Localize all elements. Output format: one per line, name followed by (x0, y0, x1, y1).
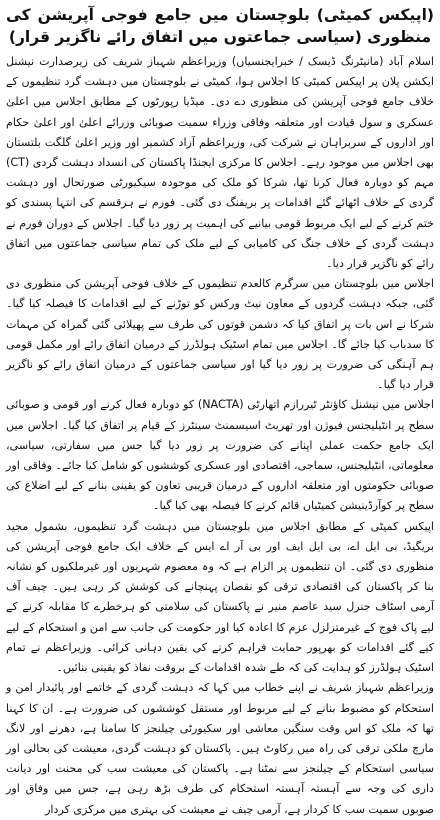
article-paragraph: اپیکس کمیٹی کے مطابق اجلاس میں بلوچستان میں دہشت گرد تنظیموں، بشمول مجید بریگیڈ، بی ایل اے، بی ایل ایف اور بی آر اے ایس کے خلاف ایک جامع فوجی آپریشن کی منظوری دی گئی۔ ان تنظیموں پر الزام ہے کہ وہ معصوم شہریوں اور غیرملکیوں کو نشانہ بنا کر پاکستان کی اقتصادی ترقی کو نقصان پہنچانے کی کوشش کر رہی ہیں۔ چیف آف آرمی اسٹاف جنرل سید عاصم منیر نے پاکستان کی سلامتی کو ہرخطرے کا مقابلہ کرنے کے لیے پاک فوج کے غیرمتزلزل عزم کا اعادہ کیا اور حکومت کی جانب سے امن و استحکام کے لیے کیے گئے اقدامات کو بھرپور حمایت فراہم کرنے کی یقین دہانی کرائی۔ وزیراعظم نے تمام اسٹیک ہولڈرز کو ہدایت کی کہ طے شدہ اقدامات کے بروقت نفاذ کو یقینی بنائیں۔ (6, 519, 434, 675)
article-paragraph: اجلاس میں بلوچستان میں سرگرم کالعدم تنظیموں کے خلاف فوجی آپریشن کی منظوری دی گئی، جبکہ دہشت گردوں کے معاون نیٹ ورکس کو توڑنے کے لیے اقدامات کا فیصلہ کیا گیا۔ شرکا نے اس بات پر اتفاق کیا کہ دشمن قوتوں کی طرف سے پھیلائی گئی گمراہ کن مہمات کا سدباب کیا جائے گا۔ اجلاس میں تمام اسٹیک ہولڈرز کے درمیان اتفاق رائے اور مکمل قومی ہم آہنگی کی ضرورت پر زور دیا گیا اور سیاسی جماعتوں کے درمیان اتفاق رائے کو ناگزیر قرار دیا گیا۔ (6, 277, 434, 392)
article-headline: (اپیکس کمیٹی) بلوچستان میں جامع فوجی آپریشن کی منظوری (سیاسی جماعتوں میں اتفاق رائے ناگزیر قرار) (6, 6, 434, 46)
article-paragraph: اجلاس میں نیشنل کاؤنٹر ٹیررازم اتھارٹی (NACTA) کو دوبارہ فعال کرنے اور قومی و صوبائی سطح پر انٹیلیجنس فیوژن اور تھریٹ اسیسمنٹ سینٹرز کے قیام پر اتفاق کیا گیا۔ اجلاس میں ایک جامع حکمت عملی اپنانے کی ضرورت پر زور دیا گیا جس میں سفارتی، سیاسی، معلوماتی، انٹیلیجنس، سماجی، اقتصادی اور عسکری کوششوں کو شامل کیا جائے۔ وفاقی اور صوبائی حکومتوں اور متعلقہ اداروں کے درمیان قریبی تعاون کو یقینی بنانے کے لیے اضلاع کی سطح پر کوآرڈینیشن کمیٹیاں قائم کرنے کا فیصلہ بھی کیا گیا۔ (6, 398, 434, 513)
article-body (6, 52, 434, 820)
article-paragraph: وزیراعظم شہباز شریف نے اپنے خطاب میں کہا کہ دہشت گردی کے خاتمے اور پائیدار امن و استحکام کو مضبوط بنانے کے لیے مربوط اور مستقل کوششوں کی ضرورت ہے۔ ان کا کہنا تھا کہ ملک کو اس وقت سنگین معاشی اور سکیورٹی چیلنجز کا سامنا ہے، دھرنے اور لانگ مارچ ملکی ترقی کی راہ میں رکاوٹ ہیں۔ پاکستان کو دہشت گردی، معیشت کی بحالی اور سیاسی استحکام کے چیلنجز سے نمٹنا ہے۔ پاکستان کی معیشت سب کی محنت اور دیانت داری کی وجہ سے آہستہ آہستہ استحکام کی طرف بڑھ رہی ہے، جس میں وفاق اور صوبوں سمیت سب کا کردار ہے، آرمی چیف نے معیشت کی بہتری میں مرکزی کردار (6, 681, 434, 816)
article-paragraph: اسلام آباد (مانیٹرنگ ڈیسک / خبرایجنسیاں) وزیراعظم شہباز شریف کی زیرصدارت نیشنل ایکشن پلان پر اپیکس کمیٹی کا اجلاس ہوا، کمیٹی نے بلوچستان میں دہشت گرد تنظیموں کے خلاف جامع فوجی آپریشن کی منظوری دے دی۔ میڈیا رپورٹوں کے مطابق اجلاس میں اعلیٰ عسکری و سول قیادت اور متعلقہ وفاقی وزراء سمیت صوبائی وزرائے اعلیٰ اور اعلیٰ حکام اور اداروں کے سربراہان نے شرکت کی، وزیراعظم آزاد کشمیر اور وزیر اعلیٰ گلگت بلتستان بھی اجلاس میں موجود رہے۔ اجلاس کا مرکزی ایجنڈا پاکستان کی انسداد دہشت گردی (CT) مہم کو دوبارہ فعال کرنا تھا، شرکا کو ملک کی موجودہ سیکیورٹی صورتحال اور دہشت گردی کے خلاف اٹھائے گئے اقدامات پر بریفنگ دی گئی۔ فورم نے ہرقسم کی انتہا پسندی کو ختم کرنے کے لیے ایک مربوط قومی بیانیے کی اہمیت پر زور دیا گیا۔ اجلاس کے دوران فورم نے دہشت گردی کے خلاف جنگ کی کامیابی کے لیے ملک کی تمام سیاسی جماعتوں میں اتفاق رائے کو ناگزیر قرار دیا۔ (6, 55, 434, 271)
